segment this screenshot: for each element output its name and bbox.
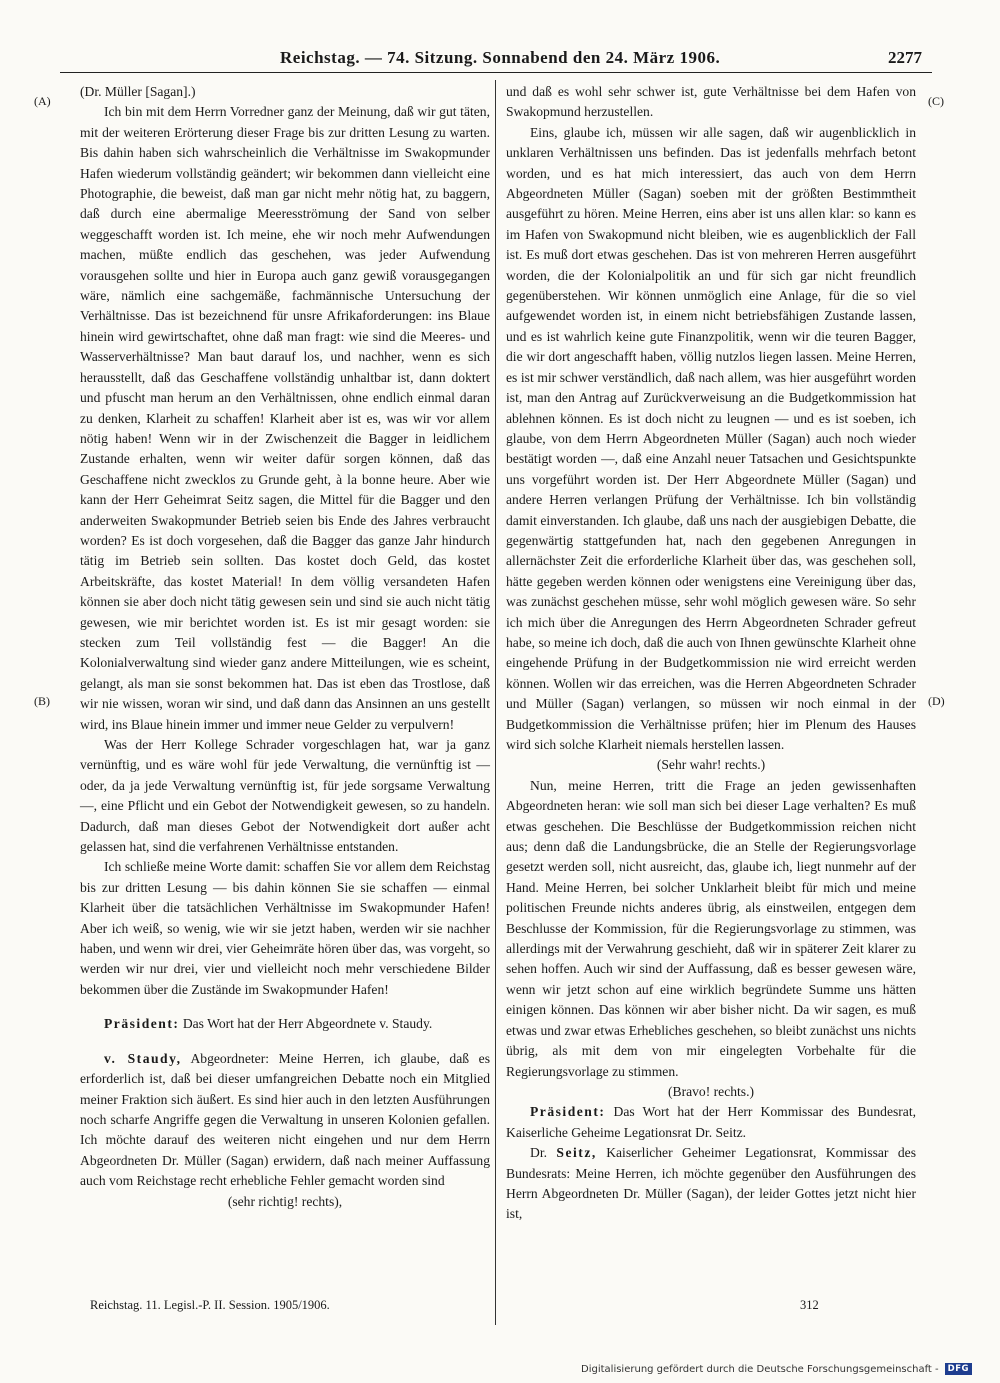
president-label: Präsident: [530,1104,606,1120]
left-column [80,82,490,1212]
speech-text: Abgeordneter: Meine Herren, ich glaube, daß es erforderlich ist, daß bei dieser umfangreichen Debatte noch ein Mitglied meiner Fraktion sich äußert. Es sind hier auch in den letzten Ausführungen noch scharfe Angriffe gegen die Verwaltung in unseren Kolonien gefallen. Ich möchte darauf des weiteren nicht eingehen und nur dem Herrn Abgeordneten Dr. Müller (Sagan) erwidern, daß nach meiner Auffassung auch vom Reichstage recht erhebliche Fehler gemacht worden sind [80,1050,491,1189]
speech-paragraph: Eins, glaube ich, müssen wir alle sagen, daß wir augenblicklich in unklaren Verhältnissen uns befinden. Das ist jedenfalls mehrfach betont worden, und es hat mich interessiert, das auch von dem Herrn Abgeordneten Müller (Sagan) soeben mit der größten Bestimmtheit ausgeführt zu hören. Meine Herren, eins aber ist uns allen klar: so kann es im Hafen von Swakopmund nicht bleiben, wie es augenblicklich der Fall ist. Es muß dort etwas geschehen. Das ist von mehreren Herren ausgeführt worden, die der Kolonialpolitik an und für sich gar nicht freundlich gegenüberstehen. Wir können unmöglich eine Anlage, für die so viel aufgewendet worden ist, in einem nicht betriebsfähigen Zustande lassen, und es ist wahrlich keine gute Finanzpolitik, wenn wir die teuren Bagger, die wir dort angeschafft haben, völlig nutzlos liegen lassen. Meine Herren, es ist mir schwer verständlich, daß nach allem, was hier ausgeführt worden ist, man den Antrag auf Zurückverweisung an die Budgetkommission hat ablehnen können. Es ist doch nicht zu leugnen — und es ist soeben, ich glaube, von dem Herrn Abgeordneten Müller (Sagan) auch noch wieder bestätigt worden —, daß eine Anzahl neuer Tatsachen und Gesichtspunkte uns vorgeführt worden ist. Der Herr Abgeordnete Müller (Sagan) und andere Herren verlangen Prüfung der Verhältnisse. Ich bin vollständig damit einverstanden. Ich glaube, daß uns nach der ausgiebigen Debatte, die gegenwärtig stattgefunden hat, nach den gegebenen Anregungen in allernächster Zeit die erforderliche Klarheit über das, was geschehen soll, hätte gegeben werden können oder wenigstens eine Vereinigung über das, was zunächst geschehen müsse, sehr wohl möglich gewesen wäre. So sehr ich mich über die Anregungen des Herrn Abgeordneten Schrader gefreut habe, so meine ich doch, daß die auch von Ihnen gewünschte Klarheit ohne eingehende Prüfung in der Budgetkommission nie wird erreicht werden können. Wollen wir das erreichen, was die Herren Abgeordneten Schrader und Müller (Sagan) verlangen, so müssen wir noch einmal in der Budgetkommission die Verhältnisse prüfen; hier im Plenum des Hauses wird sich solche Klarheit niemals herstellen lassen. [506,124,916,752]
column-divider [495,80,496,1325]
speaker-name: v. Staudy, [104,1050,182,1066]
speech-paragraph: Was der Herr Kollege Schrader vorgeschlagen hat, war ja ganz vernünftig, und es wäre wohl für jede Verwaltung, die vernünftig ist — oder, da ja jede Verwaltung vernünftig ist, für jede sorgsame Verwaltung —, eine Pflicht und ein Gebot der Notwendigkeit gewesen, so zu handeln. Dadurch, daß man dieses Gebot der Notwendigkeit dort außer acht gelassen hat, sind die verfahrenen Verhältnisse entstanden. [80,737,490,855]
page-number: 2277 [888,48,922,67]
margin-marker-d: (D) [928,694,945,708]
margin-marker-a: (A) [34,94,51,108]
president-text: Das Wort hat der Herr Kommissar des Bundesrat, Kaiserliche Geheime Legationsrat Dr. Seitz. [506,1104,916,1140]
president-statement [506,1102,916,1143]
speech-paragraph: und daß es wohl sehr schwer ist, gute Verhältnisse bei dem Hafen von Swakopmund herzustellen. [506,84,916,120]
speech-paragraph: Ich bin mit dem Herrn Vorredner ganz der Meinung, daß wir gut täten, mit der weiteren Erörterung dieser Frage bis zur dritten Lesung zu warten. Bis dahin haben sich wahrscheinlich die Verhältnisse im Swakopmunder Hafen wiederum vollständig geändert; wir bekommen dann vielleicht eine Photographie, die beweist, daß man gar nicht mehr nötig hat, zu baggern, daß durch eine abermalige Meeresströmung der Sand von selber weggeschafft worden ist. Ich meine, ehe wir noch mehr Aufwendungen machen, müßte endlich das geschehen, was jeder Aufwendung vorausgehen sollte und hier in Europa auch ganz gewiß vorausgegangen wäre, nämlich eine sachgemäße, fachmännische Untersuchung der Verhältnisse. Das ist bezeichnend für unsre Afrikaforderungen: ins Blaue hinein wird gewirtschaftet, ohne daß man fragt: wie sind die Meeres- und Wasserverhältnisse? Man baut darauf los, und nachher, wenn es sich herausstellt, daß das Geschaffene vollständig unhaltbar ist, dann doktert und pfuscht man herum an den Verhältnissen, ohne endlich einmal daran zu denken, Klarheit zu schaffen! Klarheit aber ist es, was wir vor allem nötig haben! Wenn wir in der Zwischenzeit die Bagger in leidlichem Zustande erhalten, wenn wir weiter dafür sorgen können, daß das Geschaffene nicht zwecklos zu Grunde geht, à la bonne heure. Aber wie kann der Herr Geheimrat Seitz sagen, die Mittel für die Bagger und den anderweiten Swakopmunder Betrieb seien bis Ende des Jahres verbraucht worden? Es ist doch vorgesehen, daß die Bagger das ganze Jahr hindurch tätig im Betrieb sein sollten. Das kostet doch Geld, das kostet Arbeitskräfte, das kostet Material! In dem völlig versandeten Hafen können sie aber doch nicht tätig gewesen sein und sind sie auch nicht tätig gewesen, wie mir berichtet worden ist. Es ist mir gesagt worden: sie stecken zum Teil vollständig fest — die Bagger! An die Kolonialverwaltung sind wieder ganz andere Mitteilungen, wie es scheint, gelangt, als man sie sonst bekommen hat. Das ist eben das Trostlose, daß wir nie wissen, woran wir sind, und daß dann das Ansinnen an uns gestellt wird, ins Blaue hinein immer und immer neue Gelder zu verpulvern! [80,104,490,732]
page-header-title: Reichstag. — 74. Sitzung. Sonnabend den 24. März 1906. [280,48,721,67]
speech-text: Kaiserlicher Geheimer Legationsrat, Kommissar des Bundesrats: Meine Herren, ich möchte gegenüber den Ausführungen des Herrn Abgeordneten Dr. Müller (Sagan), der leider Gottes jetzt nicht hier ist, [506,1145,916,1222]
interjection: (sehr richtig! rechts), [227,1193,343,1209]
speech-paragraph: Nun, meine Herren, tritt die Frage an jeden gewissenhaften Abgeordneten heran: wie soll man sich bei dieser Lage verhalten? Es muß etwas geschehen. Die Beschlüsse der Budgetkommission reichen nicht aus; denn daß die Landungsbrücke, die an Stelle der Regierungsvorlage gesetzt werden soll, nicht ausreicht, das, glaube ich, liegt nunmehr auf der Hand. Meine Herren, bei solcher Unklarheit bleibt für mich und meine politischen Freunde nichts anderes übrig, als einstweilen, entgegen dem Beschlusse der Kommission, für die Regierungsvorlage zu stimmen, was allerdings mit der Verwahrung geschieht, daß wir in späterer Zeit klarer zu sehen hoffen. Auch wir sind der Auffassung, daß es besser gewesen wäre, wenn wir jetzt schon auf eine wirklich begründete Summe uns hätten einigen können. Das können wir aber bisher nicht. Da wir sagen, es muß etwas und zwar etwas Erhebliches geschehen, so bleibt zunächst uns nichts übrig, als mit dem von mir eingelegten Vorbehalte für die Regierungsvorlage zu stimmen. [506,777,916,1079]
footer-sheet-number: 312 [800,1298,819,1312]
president-label: Präsident: [104,1016,180,1032]
interjection: (Sehr wahr! rechts.) [656,757,766,773]
footer-source: Reichstag. 11. Legisl.-P. II. Session. 1905/1906. [90,1298,330,1312]
speaker-note: (Dr. Müller [Sagan].) [80,84,196,99]
digitization-note [581,1363,972,1375]
margin-marker-c: (C) [928,94,944,108]
page-header [60,44,932,73]
speech-paragraph [506,1143,916,1225]
dfg-logo: DFG [945,1363,972,1375]
interjection: (Bravo! rechts.) [667,1083,755,1099]
digitization-text: Digitalisierung gefördert durch die Deutsche Forschungsgemeinschaft - [581,1363,939,1375]
right-column [506,82,916,1225]
speech-paragraph: Ich schließe meine Worte damit: schaffen Sie vor allem dem Reichstag bis zur dritten Lesung — bis dahin können Sie sie schaffen — einmal Klarheit über die tatsächlichen Verhältnisse im Swakopmunder Hafen! Aber ich weiß, so wenig, wie wir sie jetzt haben, werden wir sie nachher haben, und wenn wir drei, vier Geheimräte hören über das, was vorgeht, so werden wir nur drei, vier und vielleicht noch mehr verschiedene Bilder bekommen über die Zustände im Swakopmunder Hafen! [80,859,490,997]
margin-marker-b: (B) [34,694,50,708]
speech-paragraph [80,1049,490,1192]
speaker-name: Seitz, [556,1145,597,1161]
speaker-prefix: Dr. [530,1145,547,1161]
president-statement [80,1014,490,1034]
president-text: Das Wort hat der Herr Abgeordnete v. Staudy. [182,1016,433,1032]
